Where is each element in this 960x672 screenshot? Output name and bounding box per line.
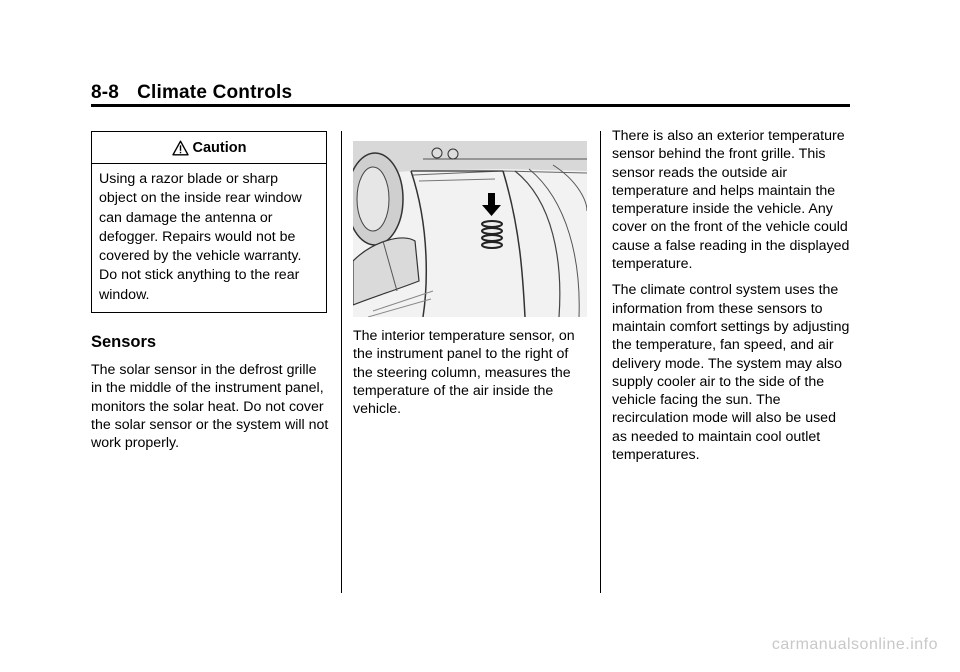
header-rule [91,104,850,107]
exterior-sensor-paragraph: There is also an exterior temperature sensor behind the front grille. This sensor reads the outside air temperature and helps maintain the temperature inside the vehicle. Any cover on the front of the vehicle could cause a false reading in the displayed temperature. [612,128,850,273]
column-divider-2 [600,131,601,593]
caution-text: Using a razor blade or sharp object on the inside rear window can damage the antenna or defogger. Repairs would not be covered by the vehicle warranty. Do not stick anything to the rear window. [99,171,302,303]
interior-sensor-paragraph: The interior temperature sensor, on the instrument panel to the right of the steering column, measures the temperature of the air inside the vehicle. [353,328,575,418]
column-2 [353,131,587,426]
solar-sensor-paragraph: The solar sensor in the defrost grille in the middle of the instrument panel, monitors the solar heat. Do not cover the solar sensor or the system will not work properly. [91,362,329,452]
column-3 [612,128,852,472]
warning-triangle-icon [172,140,189,156]
page-header [91,82,292,104]
watermark: carmanualsonline.info [771,636,938,653]
column-1 [91,131,329,461]
sensors-heading: Sensors [91,333,157,352]
section-title: Climate Controls [137,82,293,103]
page-number: 8-8 [91,82,120,103]
interior-temperature-sensor-illustration [353,141,587,317]
column-divider-1 [341,131,342,593]
climate-system-paragraph: The climate control system uses the information from these sensors to maintain comfort settings by adjusting the temperature, fan speed, and air delivery mode. The system may also supply cooler air to the side of the vehicle facing the sun. The recirculation mode will also be used as needed to maintain cool outlet temperatures. [612,282,850,464]
caution-box [91,131,327,313]
caution-title: Caution [192,139,247,156]
caution-header [92,132,326,164]
